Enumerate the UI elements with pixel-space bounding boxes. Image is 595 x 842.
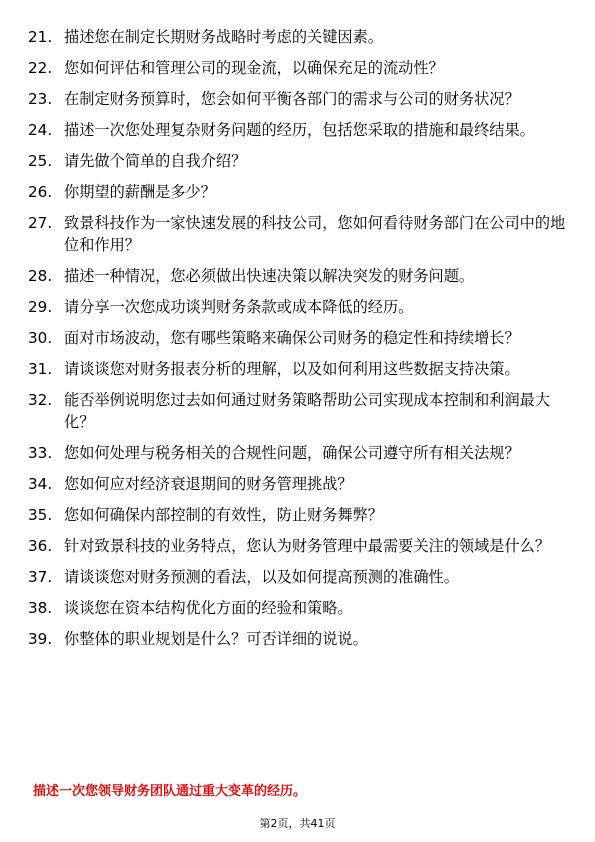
- question-item: [28, 566, 573, 588]
- question-text: 你整体的职业规划是什么？可否详细的说说。: [64, 630, 368, 648]
- question-number: 34.: [28, 475, 53, 493]
- question-number: 32.: [28, 391, 53, 409]
- question-item: [28, 389, 573, 433]
- question-number: 33.: [28, 444, 53, 462]
- question-number: 36.: [28, 537, 53, 555]
- question-text: 您如何评估和管理公司的现金流，以确保充足的流动性？: [64, 59, 444, 77]
- question-number: 23.: [28, 90, 53, 108]
- question-text: 在制定财务预算时，您会如何平衡各部门的需求与公司的财务状况？: [64, 90, 520, 108]
- question-text: 您如何确保内部控制的有效性，防止财务舞弊？: [64, 506, 383, 524]
- question-number: 22.: [28, 59, 53, 77]
- question-number: 21.: [28, 28, 53, 46]
- question-number: 31.: [28, 360, 53, 378]
- question-item: [28, 181, 573, 203]
- question-text: 描述您在制定长期财务战略时考虑的关键因素。: [64, 28, 383, 46]
- question-number: 29.: [28, 298, 53, 316]
- question-number: 27.: [28, 214, 53, 232]
- question-text: 您如何应对经济衰退期间的财务管理挑战？: [64, 475, 353, 493]
- question-text: 请分享一次您成功谈判财务条款或成本降低的经历。: [64, 298, 414, 316]
- question-item: [28, 296, 573, 318]
- question-text: 谈谈您在资本结构优化方面的经验和策略。: [64, 599, 353, 617]
- question-item: [28, 119, 573, 141]
- question-item: [28, 442, 573, 464]
- question-item: [28, 597, 573, 619]
- question-item: [28, 473, 573, 495]
- question-number: 39.: [28, 630, 53, 648]
- question-text: 致景科技作为一家快速发展的科技公司，您如何看待财务部门在公司中的地位和作用？: [64, 214, 566, 254]
- question-item: [28, 265, 573, 287]
- question-item: [28, 628, 573, 650]
- question-text: 请谈谈您对财务报表分析的理解，以及如何利用这些数据支持决策。: [64, 360, 520, 378]
- question-number: 26.: [28, 183, 53, 201]
- question-number: 25.: [28, 152, 53, 170]
- question-text: 能否举例说明您过去如何通过财务策略帮助公司实现成本控制和利润最大化？: [64, 391, 550, 431]
- question-number: 37.: [28, 568, 53, 586]
- question-text: 请先做个简单的自我介绍？: [64, 152, 247, 170]
- question-list: [28, 26, 573, 659]
- question-number: 28.: [28, 267, 53, 285]
- question-number: 30.: [28, 329, 53, 347]
- question-number: 35.: [28, 506, 53, 524]
- question-item: [28, 212, 573, 256]
- question-text: 针对致景科技的业务特点，您认为财务管理中最需要关注的领域是什么？: [64, 537, 550, 555]
- highlight-question: 描述一次您领导财务团队通过重大变革的经历。: [33, 784, 307, 799]
- question-item: [28, 504, 573, 526]
- question-text: 您如何处理与税务相关的合规性问题，确保公司遵守所有相关法规？: [64, 444, 520, 462]
- question-item: [28, 327, 573, 349]
- question-item: [28, 57, 573, 79]
- question-item: [28, 26, 573, 48]
- question-text: 面对市场波动，您有哪些策略来确保公司财务的稳定性和持续增长？: [64, 329, 520, 347]
- question-text: 你期望的薪酬是多少？: [64, 183, 216, 201]
- question-text: 描述一次您处理复杂财务问题的经历，包括您采取的措施和最终结果。: [64, 121, 535, 139]
- question-number: 24.: [28, 121, 53, 139]
- question-text: 描述一种情况，您必须做出快速决策以解决突发的财务问题。: [64, 267, 475, 285]
- question-item: [28, 88, 573, 110]
- question-item: [28, 535, 573, 557]
- question-text: 请谈谈您对财务预测的看法，以及如何提高预测的准确性。: [64, 568, 459, 586]
- question-item: [28, 358, 573, 380]
- question-item: [28, 150, 573, 172]
- page-footer: 第2页，共41页: [259, 817, 336, 830]
- question-number: 38.: [28, 599, 53, 617]
